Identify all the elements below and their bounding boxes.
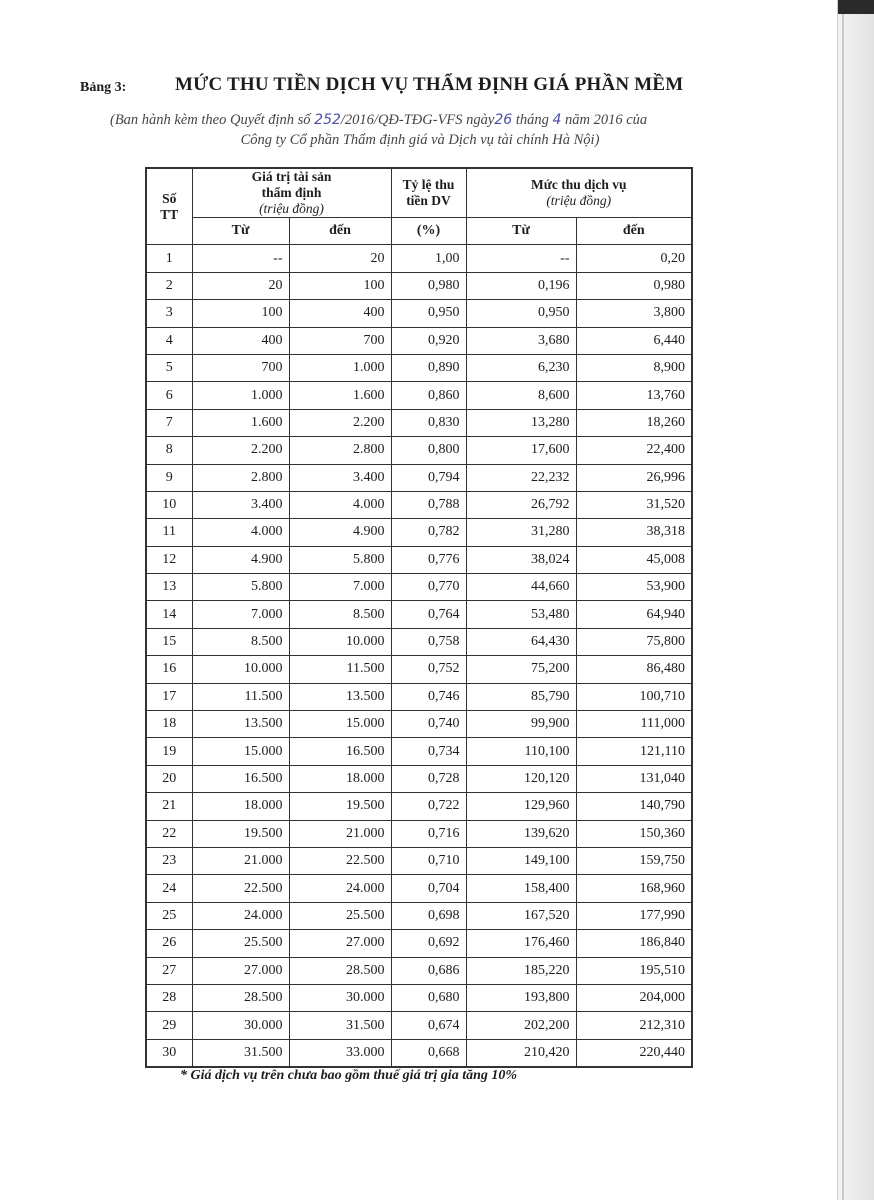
asset-from-cell: 22.500: [192, 875, 289, 902]
table-row: [146, 847, 692, 874]
fee-to-cell: 100,710: [576, 683, 692, 710]
table-row: [146, 464, 692, 491]
asset-to-cell: 2.200: [289, 409, 391, 436]
fee-from-cell: 139,620: [466, 820, 576, 847]
table-row: [146, 437, 692, 464]
fee-from-cell: 75,200: [466, 656, 576, 683]
asset-from-cell: 20: [192, 272, 289, 299]
vat-footnote: * Giá dịch vụ trên chưa bao gồm thuế giá trị gia tăng 10%: [180, 1068, 518, 1083]
table-row: [146, 683, 692, 710]
fee-from-cell: 129,960: [466, 793, 576, 820]
rate-cell: 0,776: [391, 546, 466, 573]
table-row: [146, 984, 692, 1011]
table-row: [146, 765, 692, 792]
table-row: [146, 245, 692, 272]
row-stt-cell: 9: [146, 464, 192, 491]
row-stt-cell: 27: [146, 957, 192, 984]
asset-to-cell: 25.500: [289, 902, 391, 929]
fee-to-cell: 64,940: [576, 601, 692, 628]
asset-to-cell: 2.800: [289, 437, 391, 464]
table-row: [146, 875, 692, 902]
table-row: [146, 902, 692, 929]
asset-from-cell: 700: [192, 354, 289, 381]
row-stt-cell: 19: [146, 738, 192, 765]
asset-from-cell: 13.500: [192, 711, 289, 738]
fee-from-cell: --: [466, 245, 576, 272]
fee-from-cell: 202,200: [466, 1012, 576, 1039]
fee-from-cell: 64,430: [466, 628, 576, 655]
asset-to-cell: 16.500: [289, 738, 391, 765]
asset-to-cell: 700: [289, 327, 391, 354]
fee-from-cell: 8,600: [466, 382, 576, 409]
fee-to-cell: 3,800: [576, 300, 692, 327]
table-row: [146, 354, 692, 381]
asset-to-cell: 27.000: [289, 930, 391, 957]
rate-cell: 0,668: [391, 1039, 466, 1067]
scan-corner-mark: [838, 0, 874, 14]
scan-edge-shadow: [837, 0, 874, 1200]
row-stt-cell: 5: [146, 354, 192, 381]
header-fee-unit: (triệu đồng): [546, 193, 612, 208]
asset-to-cell: 31.500: [289, 1012, 391, 1039]
header-asset-unit: (triệu đồng): [259, 201, 324, 216]
fee-from-cell: 210,420: [466, 1039, 576, 1067]
asset-to-cell: 30.000: [289, 984, 391, 1011]
row-stt-cell: 14: [146, 601, 192, 628]
asset-to-cell: 22.500: [289, 847, 391, 874]
asset-from-cell: 100: [192, 300, 289, 327]
row-stt-cell: 22: [146, 820, 192, 847]
fee-to-cell: 186,840: [576, 930, 692, 957]
rate-cell: 0,920: [391, 327, 466, 354]
table-row: [146, 574, 692, 601]
asset-to-cell: 18.000: [289, 765, 391, 792]
table-row: [146, 601, 692, 628]
asset-from-cell: 24.000: [192, 902, 289, 929]
fee-to-cell: 159,750: [576, 847, 692, 874]
fee-from-cell: 167,520: [466, 902, 576, 929]
rate-cell: 0,830: [391, 409, 466, 436]
rate-cell: 0,980: [391, 272, 466, 299]
rate-cell: 0,788: [391, 491, 466, 518]
asset-from-cell: 19.500: [192, 820, 289, 847]
header-rate-unit: (%): [391, 218, 466, 245]
fee-from-cell: 0,950: [466, 300, 576, 327]
asset-to-cell: 1.600: [289, 382, 391, 409]
rate-cell: 0,734: [391, 738, 466, 765]
fee-from-cell: 185,220: [466, 957, 576, 984]
row-stt-cell: 28: [146, 984, 192, 1011]
asset-to-cell: 8.500: [289, 601, 391, 628]
asset-from-cell: 2.200: [192, 437, 289, 464]
header-asset-line2: thẩm định: [261, 185, 322, 200]
rate-cell: 0,890: [391, 354, 466, 381]
decision-month-handwritten: 4: [552, 112, 562, 128]
fee-to-cell: 177,990: [576, 902, 692, 929]
asset-from-cell: 25.500: [192, 930, 289, 957]
fee-from-cell: 120,120: [466, 765, 576, 792]
fee-to-cell: 86,480: [576, 656, 692, 683]
rate-cell: 0,746: [391, 683, 466, 710]
table-row: [146, 711, 692, 738]
asset-from-cell: 31.500: [192, 1039, 289, 1067]
row-stt-cell: 25: [146, 902, 192, 929]
fee-from-cell: 0,196: [466, 272, 576, 299]
fee-to-cell: 0,20: [576, 245, 692, 272]
rate-cell: 0,758: [391, 628, 466, 655]
asset-to-cell: 21.000: [289, 820, 391, 847]
fee-to-cell: 6,440: [576, 327, 692, 354]
asset-from-cell: 10.000: [192, 656, 289, 683]
asset-to-cell: 20: [289, 245, 391, 272]
asset-from-cell: 1.000: [192, 382, 289, 409]
asset-from-cell: 4.900: [192, 546, 289, 573]
asset-to-cell: 28.500: [289, 957, 391, 984]
fee-to-cell: 18,260: [576, 409, 692, 436]
row-stt-cell: 26: [146, 930, 192, 957]
rate-cell: 0,680: [391, 984, 466, 1011]
table-row: [146, 546, 692, 573]
rate-cell: 0,752: [391, 656, 466, 683]
fee-from-cell: 110,100: [466, 738, 576, 765]
table-row: [146, 272, 692, 299]
asset-from-cell: 27.000: [192, 957, 289, 984]
asset-to-cell: 15.000: [289, 711, 391, 738]
fee-to-cell: 26,996: [576, 464, 692, 491]
header-fee-title: Mức thu dịch vụ: [531, 177, 627, 192]
rate-cell: 0,710: [391, 847, 466, 874]
asset-to-cell: 19.500: [289, 793, 391, 820]
header-asset-line1: Giá trị tài sản: [251, 169, 332, 184]
asset-to-cell: 10.000: [289, 628, 391, 655]
header-rate: [391, 168, 466, 218]
decision-mid: /2016/QĐ-TĐG-VFS ngày: [340, 112, 495, 128]
rate-cell: 0,698: [391, 902, 466, 929]
fee-to-cell: 45,008: [576, 546, 692, 573]
header-row-sub: [146, 218, 692, 245]
fee-to-cell: 212,310: [576, 1012, 692, 1039]
row-stt-cell: 7: [146, 409, 192, 436]
fee-from-cell: 44,660: [466, 574, 576, 601]
fee-table: [145, 167, 693, 1068]
header-rate-line1: Tỷ lệ thu: [402, 177, 455, 192]
asset-from-cell: 15.000: [192, 738, 289, 765]
rate-cell: 0,692: [391, 930, 466, 957]
asset-to-cell: 13.500: [289, 683, 391, 710]
rate-cell: 0,764: [391, 601, 466, 628]
row-stt-cell: 12: [146, 546, 192, 573]
fee-from-cell: 22,232: [466, 464, 576, 491]
fee-from-cell: 13,280: [466, 409, 576, 436]
asset-from-cell: 21.000: [192, 847, 289, 874]
header-asset-value: [192, 168, 391, 218]
table-row: [146, 656, 692, 683]
fee-to-cell: 111,000: [576, 711, 692, 738]
fee-to-cell: 150,360: [576, 820, 692, 847]
header-row-main: [146, 168, 692, 218]
row-stt-cell: 23: [146, 847, 192, 874]
fee-to-cell: 131,040: [576, 765, 692, 792]
row-stt-cell: 17: [146, 683, 192, 710]
table-row: [146, 382, 692, 409]
header-fee-from: Từ: [466, 218, 576, 245]
rate-cell: 0,770: [391, 574, 466, 601]
table-row: [146, 1039, 692, 1067]
header-stt: [146, 168, 192, 245]
rate-cell: 0,860: [391, 382, 466, 409]
table-row: [146, 957, 692, 984]
asset-to-cell: 5.800: [289, 546, 391, 573]
fee-from-cell: 193,800: [466, 984, 576, 1011]
fee-from-cell: 17,600: [466, 437, 576, 464]
rate-cell: 0,716: [391, 820, 466, 847]
table-row: [146, 738, 692, 765]
asset-from-cell: 7.000: [192, 601, 289, 628]
asset-from-cell: 16.500: [192, 765, 289, 792]
fee-to-cell: 22,400: [576, 437, 692, 464]
row-stt-cell: 4: [146, 327, 192, 354]
asset-from-cell: 18.000: [192, 793, 289, 820]
row-stt-cell: 15: [146, 628, 192, 655]
company-line: Công ty Cổ phần Thẩm định giá và Dịch vụ tài chính Hà Nội): [240, 132, 600, 148]
fee-from-cell: 3,680: [466, 327, 576, 354]
rate-cell: 0,740: [391, 711, 466, 738]
fee-from-cell: 6,230: [466, 354, 576, 381]
asset-to-cell: 1.000: [289, 354, 391, 381]
fee-table-body: [146, 245, 692, 1067]
row-stt-cell: 6: [146, 382, 192, 409]
asset-from-cell: 30.000: [192, 1012, 289, 1039]
fee-to-cell: 31,520: [576, 491, 692, 518]
fee-to-cell: 13,760: [576, 382, 692, 409]
table-row: [146, 491, 692, 518]
rate-cell: 0,722: [391, 793, 466, 820]
asset-from-cell: 8.500: [192, 628, 289, 655]
fee-to-cell: 121,110: [576, 738, 692, 765]
row-stt-cell: 24: [146, 875, 192, 902]
rate-cell: 0,800: [391, 437, 466, 464]
row-stt-cell: 29: [146, 1012, 192, 1039]
asset-to-cell: 7.000: [289, 574, 391, 601]
table-row: [146, 409, 692, 436]
asset-to-cell: 24.000: [289, 875, 391, 902]
rate-cell: 0,686: [391, 957, 466, 984]
fee-from-cell: 149,100: [466, 847, 576, 874]
row-stt-cell: 8: [146, 437, 192, 464]
table-row: [146, 820, 692, 847]
asset-to-cell: 3.400: [289, 464, 391, 491]
fee-to-cell: 0,980: [576, 272, 692, 299]
header-stt-line2: TT: [160, 206, 179, 222]
header-fee-to: đến: [576, 218, 692, 245]
fee-to-cell: 220,440: [576, 1039, 692, 1067]
asset-from-cell: --: [192, 245, 289, 272]
fee-from-cell: 26,792: [466, 491, 576, 518]
asset-from-cell: 1.600: [192, 409, 289, 436]
fee-to-cell: 195,510: [576, 957, 692, 984]
asset-from-cell: 5.800: [192, 574, 289, 601]
decision-suffix: năm 2016 của: [561, 112, 648, 128]
fee-to-cell: 38,318: [576, 519, 692, 546]
header-asset-from: Từ: [192, 218, 289, 245]
table-row: [146, 628, 692, 655]
decision-number-handwritten: 252: [314, 112, 341, 128]
rate-cell: 0,704: [391, 875, 466, 902]
row-stt-cell: 13: [146, 574, 192, 601]
asset-from-cell: 28.500: [192, 984, 289, 1011]
table-row: [146, 1012, 692, 1039]
row-stt-cell: 1: [146, 245, 192, 272]
table-row: [146, 930, 692, 957]
asset-to-cell: 4.000: [289, 491, 391, 518]
table-row: [146, 519, 692, 546]
table-row: [146, 327, 692, 354]
row-stt-cell: 21: [146, 793, 192, 820]
asset-from-cell: 2.800: [192, 464, 289, 491]
table-row: [146, 793, 692, 820]
rate-cell: 0,674: [391, 1012, 466, 1039]
rate-cell: 0,782: [391, 519, 466, 546]
decision-reference: [110, 112, 730, 129]
header-fee: [466, 168, 692, 218]
fee-from-cell: 158,400: [466, 875, 576, 902]
asset-to-cell: 33.000: [289, 1039, 391, 1067]
decision-month-prefix: tháng: [512, 112, 553, 128]
decision-prefix: (Ban hành kèm theo Quyết định số: [110, 112, 315, 128]
fee-to-cell: 140,790: [576, 793, 692, 820]
fee-from-cell: 85,790: [466, 683, 576, 710]
asset-to-cell: 400: [289, 300, 391, 327]
row-stt-cell: 2: [146, 272, 192, 299]
row-stt-cell: 18: [146, 711, 192, 738]
fee-from-cell: 99,900: [466, 711, 576, 738]
rate-cell: 0,728: [391, 765, 466, 792]
fee-from-cell: 53,480: [466, 601, 576, 628]
row-stt-cell: 16: [146, 656, 192, 683]
asset-to-cell: 11.500: [289, 656, 391, 683]
rate-cell: 0,794: [391, 464, 466, 491]
header-asset-to: đến: [289, 218, 391, 245]
asset-from-cell: 11.500: [192, 683, 289, 710]
header-stt-line1: Số: [162, 190, 177, 206]
asset-from-cell: 3.400: [192, 491, 289, 518]
row-stt-cell: 30: [146, 1039, 192, 1067]
asset-from-cell: 400: [192, 327, 289, 354]
row-stt-cell: 3: [146, 300, 192, 327]
rate-cell: 0,950: [391, 300, 466, 327]
row-stt-cell: 10: [146, 491, 192, 518]
fee-to-cell: 75,800: [576, 628, 692, 655]
header-rate-line2: tiền DV: [406, 193, 451, 208]
fee-from-cell: 176,460: [466, 930, 576, 957]
rate-cell: 1,00: [391, 245, 466, 272]
row-stt-cell: 11: [146, 519, 192, 546]
decision-day-handwritten: 26: [494, 112, 513, 128]
fee-from-cell: 38,024: [466, 546, 576, 573]
fee-to-cell: 204,000: [576, 984, 692, 1011]
fee-to-cell: 8,900: [576, 354, 692, 381]
asset-from-cell: 4.000: [192, 519, 289, 546]
asset-to-cell: 4.900: [289, 519, 391, 546]
fee-from-cell: 31,280: [466, 519, 576, 546]
table-row: [146, 300, 692, 327]
document-title: MỨC THU TIỀN DỊCH VỤ THẨM ĐỊNH GIÁ PHẦN MỀM: [175, 74, 684, 95]
asset-to-cell: 100: [289, 272, 391, 299]
table-label: Bảng 3:: [80, 80, 127, 95]
row-stt-cell: 20: [146, 765, 192, 792]
fee-to-cell: 168,960: [576, 875, 692, 902]
fee-to-cell: 53,900: [576, 574, 692, 601]
